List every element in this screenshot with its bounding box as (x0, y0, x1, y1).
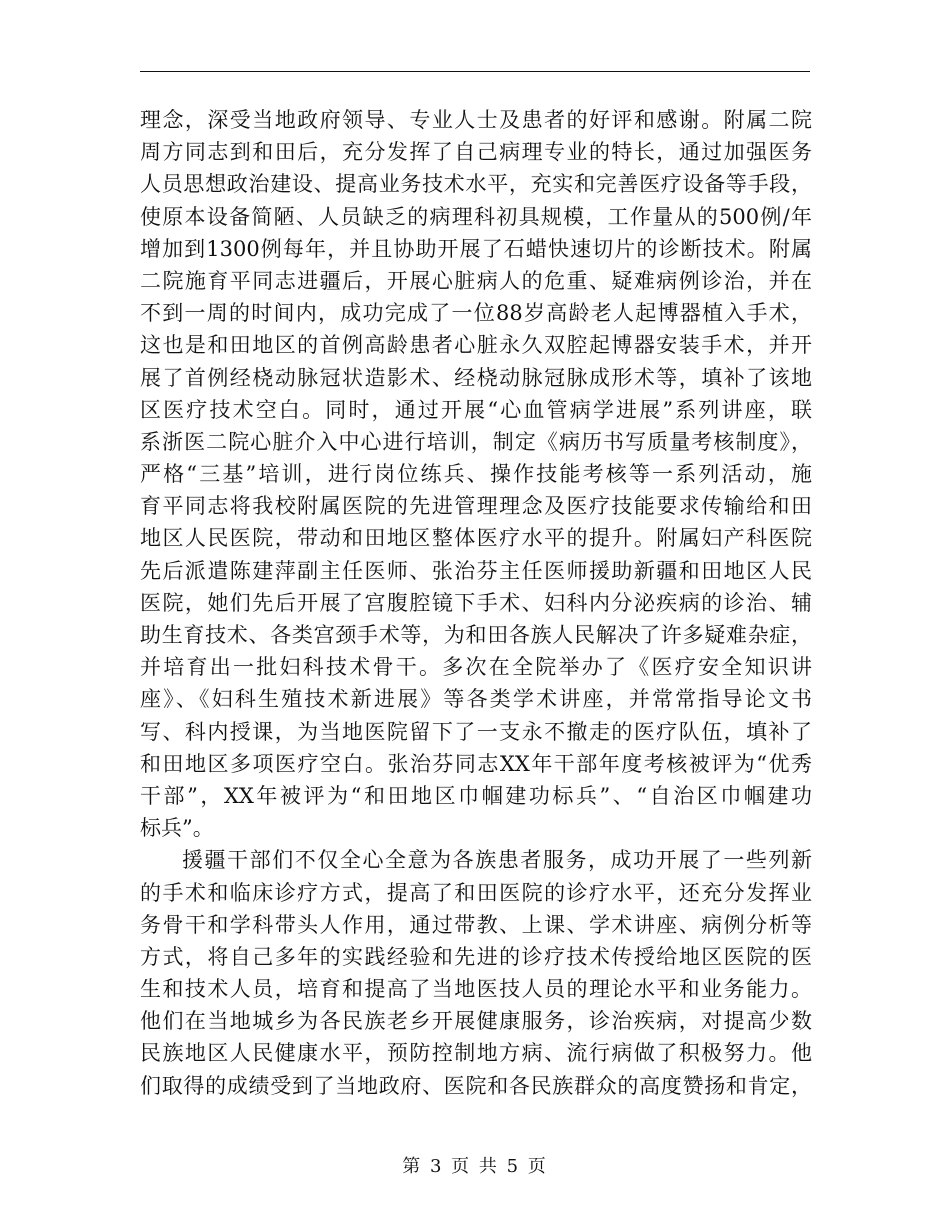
text-line: 育平同志将我校附属医院的先进管理理念及医疗技能要求传输给和田 (140, 494, 812, 519)
text-line: 使原本设备简陋、人员缺乏的病理科初具规模，工作量从的500例/年 (140, 204, 812, 229)
text-line: 这也是和田地区的首例高龄患者心脏永久双腔起博器安装手术，并开 (140, 333, 812, 358)
text-line: 生和技术人员，培育和提高了当地医技人员的理论水平和业务能力。 (140, 977, 812, 1002)
text-line: 干部”，XX年被评为“和田地区巾帼建功标兵”、“自治区巾帼建功 (140, 783, 812, 808)
text-line: 标兵”。 (140, 816, 214, 841)
text-line: 写、科内授课，为当地医院留下了一支永不撤走的医疗队伍，填补了 (140, 719, 812, 744)
text-line: 援疆干部们不仅全心全意为各族患者服务，成功开展了一些列新 (182, 848, 812, 873)
text-line: 增加到1300例每年，并且协助开展了石蜡快速切片的诊断技术。附属 (140, 236, 812, 261)
text-line: 理念，深受当地政府领导、专业人士及患者的好评和感谢。附属二院 (140, 108, 812, 132)
text-line: 的手术和临床诊疗方式，提高了和田医院的诊疗水平，还充分发挥业 (140, 880, 812, 905)
text-line: 们取得的成绩受到了当地政府、医院和各民族群众的高度赞扬和肯定， (140, 1073, 812, 1098)
text-line: 他们在当地城乡为各民族老乡开展健康服务，诊治疾病，对提高少数 (140, 1009, 812, 1034)
text-line: 周方同志到和田后，充分发挥了自己病理专业的特长，通过加强医务 (140, 140, 812, 165)
text-line: 人员思想政治建设、提高业务技术水平，充实和完善医疗设备等手段， (140, 172, 812, 197)
header-rule (140, 71, 810, 72)
text-line: 地区人民医院，带动和田地区整体医疗水平的提升。附属妇产科医院 (140, 526, 812, 551)
page-footer: 第 3 页 共 5 页 (402, 1156, 548, 1177)
text-line: 民族地区人民健康水平，预防控制地方病、流行病做了积极努力。他 (140, 1041, 812, 1066)
text-line: 助生育技术、各类宫颈手术等，为和田各族人民解决了许多疑难杂症， (140, 623, 812, 647)
text-line: 先后派遣陈建萍副主任医师、张治芬主任医师援助新疆和田地区人民 (140, 558, 812, 583)
text-line: 方式，将自己多年的实践经验和先进的诊疗技术传授给地区医院的医 (140, 944, 812, 969)
text-line: 严格“三基”培训，进行岗位练兵、操作技能考核等一系列活动，施 (140, 462, 812, 487)
text-line: 展了首例经桡动脉冠状造影术、经桡动脉冠脉成形术等，填补了该地 (140, 365, 812, 390)
text-line: 区医疗技术空白。同时，通过开展“心血管病学进展”系列讲座，联 (140, 397, 812, 422)
text-line: 不到一周的时间内，成功完成了一位88岁高龄老人起博器植入手术， (140, 301, 812, 326)
text-line: 系浙医二院心脏介入中心进行培训，制定《病历书写质量考核制度》， (140, 429, 812, 454)
text-line: 二院施育平同志进疆后，开展心脏病人的危重、疑难病例诊治，并在 (140, 268, 812, 293)
text-line: 和田地区多项医疗空白。张治芬同志XX年干部年度考核被评为“优秀 (140, 751, 812, 776)
text-line: 并培育出一批妇科技术骨干。多次在全院举办了《医疗安全知识讲 (140, 655, 812, 680)
text-line: 座》、《妇科生殖技术新进展》等各类学术讲座，并常常指导论文书 (140, 687, 812, 712)
text-line: 医院，她们先后开展了宫腹腔镜下手术、妇科内分泌疾病的诊治、辅 (140, 590, 812, 615)
text-line: 务骨干和学科带头人作用，通过带教、上课、学术讲座、病例分析等 (140, 912, 812, 937)
body-text (140, 104, 812, 1102)
